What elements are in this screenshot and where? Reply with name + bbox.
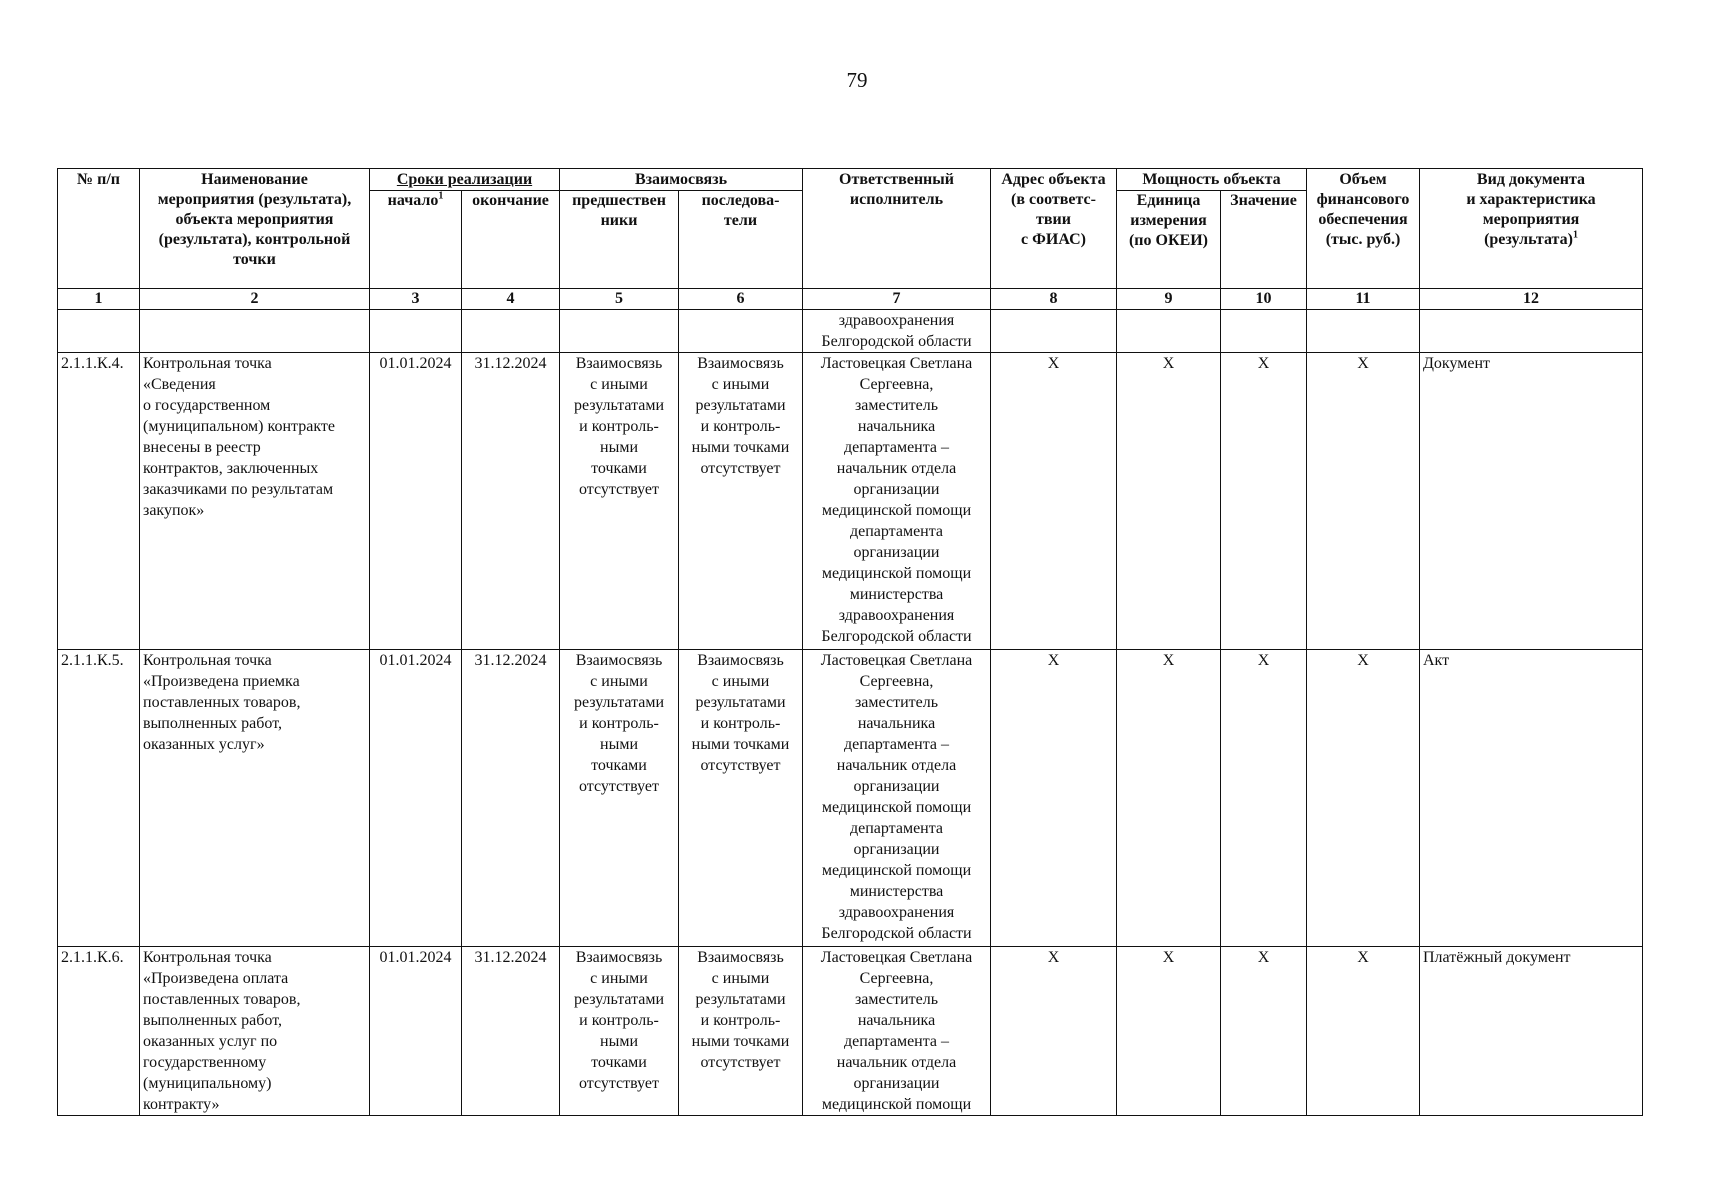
header-executor: Ответственный исполнитель <box>803 169 991 289</box>
header-capacity: Мощность объекта <box>1117 169 1307 191</box>
cell-end: 31.12.2024 <box>462 947 560 1116</box>
cell-doc: Документ <box>1420 353 1643 650</box>
cell-empty <box>1117 310 1221 353</box>
cell-empty <box>1221 310 1307 353</box>
cell-finance: X <box>1307 650 1420 947</box>
cell-num: 2.1.1.К.5. <box>58 650 140 947</box>
column-number: 9 <box>1117 289 1221 310</box>
cell-address: X <box>991 353 1117 650</box>
cell-predecessors: Взаимосвязь с иными результатами и контроль- ными точками отсутствует <box>560 353 679 650</box>
cell-executor: Ластовецкая Светлана Сергеевна, заместитель начальника департамента – начальник отдела организации медицинской помощи <box>803 947 991 1116</box>
header-name: Наименование мероприятия (результата), объекта мероприятия (результата), контрольной точки <box>140 169 370 289</box>
table-row <box>58 947 1643 1116</box>
column-number-row <box>58 289 1643 310</box>
cell-executor: Ластовецкая Светлана Сергеевна, заместитель начальника департамента – начальник отдела организации медицинской помощи департамента организации медицинской помощи министерства здравоохранения Белгородской области <box>803 650 991 947</box>
column-number: 8 <box>991 289 1117 310</box>
header-relations: Взаимосвязь <box>560 169 803 191</box>
cell-executor: здравоохранения Белгородской области <box>803 310 991 353</box>
header-start: начало$^1$ <box>370 191 462 289</box>
cell-unit: X <box>1117 650 1221 947</box>
cell-value: X <box>1221 650 1307 947</box>
cell-empty <box>140 310 370 353</box>
column-number: 7 <box>803 289 991 310</box>
cell-successors: Взаимосвязь с иными результатами и контроль- ными точками отсутствует <box>679 650 803 947</box>
header-row <box>58 169 1643 191</box>
cell-unit: X <box>1117 353 1221 650</box>
cell-num: 2.1.1.К.6. <box>58 947 140 1116</box>
continuation-row <box>58 310 1643 353</box>
cell-predecessors: Взаимосвязь с иными результатами и контроль- ными точками отсутствует <box>560 947 679 1116</box>
cell-finance: X <box>1307 353 1420 650</box>
cell-empty <box>560 310 679 353</box>
plan-table <box>57 168 1643 1116</box>
column-number: 11 <box>1307 289 1420 310</box>
cell-name: Контрольная точка «Произведена приемка поставленных товаров, выполненных работ, оказанных услуг» <box>140 650 370 947</box>
header-value: Значение <box>1221 191 1307 289</box>
column-number: 6 <box>679 289 803 310</box>
column-number: 4 <box>462 289 560 310</box>
cell-name: Контрольная точка «Сведения о государственном (муниципальном) контракте внесены в реестр контрактов, заключенных заказчиками по результатам закупок» <box>140 353 370 650</box>
cell-successors: Взаимосвязь с иными результатами и контроль- ными точками отсутствует <box>679 947 803 1116</box>
header-successors: последова- тели <box>679 191 803 289</box>
cell-doc: Платёжный документ <box>1420 947 1643 1116</box>
cell-empty <box>1307 310 1420 353</box>
header-deadlines: Сроки реализации <box>370 169 560 191</box>
cell-address: X <box>991 650 1117 947</box>
column-number: 10 <box>1221 289 1307 310</box>
cell-doc: Акт <box>1420 650 1643 947</box>
column-number: 2 <box>140 289 370 310</box>
cell-name: Контрольная точка «Произведена оплата поставленных товаров, выполненных работ, оказанных услуг по государственному (муниципальному) контракту» <box>140 947 370 1116</box>
header-num: № п/п <box>58 169 140 289</box>
cell-start: 01.01.2024 <box>370 650 462 947</box>
header-end: окончание <box>462 191 560 289</box>
header-predecessors: предшествен ники <box>560 191 679 289</box>
header-finance: Объем финансового обеспечения (тыс. руб.) <box>1307 169 1420 289</box>
cell-value: X <box>1221 947 1307 1116</box>
header-unit: Единица измерения (по ОКЕИ) <box>1117 191 1221 289</box>
cell-executor: Ластовецкая Светлана Сергеевна, заместитель начальника департамента – начальник отдела организации медицинской помощи департамента организации медицинской помощи министерства здравоохранения Белгородской области <box>803 353 991 650</box>
cell-empty <box>991 310 1117 353</box>
cell-start: 01.01.2024 <box>370 353 462 650</box>
cell-num: 2.1.1.К.4. <box>58 353 140 650</box>
cell-empty <box>58 310 140 353</box>
header-address: Адрес объекта (в соответс- твии с ФИАС) <box>991 169 1117 289</box>
cell-empty <box>462 310 560 353</box>
cell-empty <box>1420 310 1643 353</box>
table-row <box>58 650 1643 947</box>
cell-end: 31.12.2024 <box>462 650 560 947</box>
column-number: 1 <box>58 289 140 310</box>
column-number: 3 <box>370 289 462 310</box>
cell-empty <box>370 310 462 353</box>
column-number: 5 <box>560 289 679 310</box>
header-doc-type: Вид документа и характеристика мероприятия (результата)$^1$ <box>1420 169 1643 289</box>
cell-unit: X <box>1117 947 1221 1116</box>
cell-value: X <box>1221 353 1307 650</box>
cell-predecessors: Взаимосвязь с иными результатами и контроль- ными точками отсутствует <box>560 650 679 947</box>
cell-empty <box>679 310 803 353</box>
column-number: 12 <box>1420 289 1643 310</box>
cell-end: 31.12.2024 <box>462 353 560 650</box>
cell-successors: Взаимосвязь с иными результатами и контроль- ными точками отсутствует <box>679 353 803 650</box>
table-row <box>58 353 1643 650</box>
cell-start: 01.01.2024 <box>370 947 462 1116</box>
page-number: 79 <box>846 68 868 92</box>
cell-address: X <box>991 947 1117 1116</box>
cell-finance: X <box>1307 947 1420 1116</box>
